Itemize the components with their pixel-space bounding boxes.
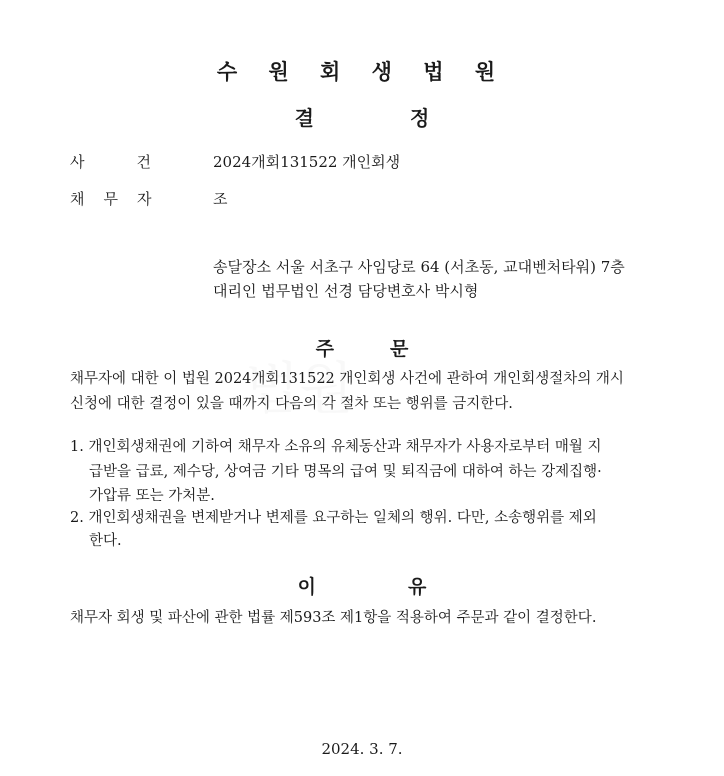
court-name: 수 원 회 생 법 원 <box>216 60 508 84</box>
document-type <box>0 102 724 131</box>
document-type-left: 결 <box>294 106 314 130</box>
order-item-2-line-1: 2. 개인회생채권을 변제받거나 변제를 요구하는 일체의 행위. 다만, 소송행위를 제외 <box>70 510 597 526</box>
order-item-1-line-1: 1. 개인회생채권에 기하여 채무자 소유의 유체동산과 채무자가 사용자로부터 매월 지 <box>70 439 602 455</box>
reason-heading <box>0 572 724 599</box>
attorney: 대리인 법무법인 선경 담당변호사 박시형 <box>213 282 479 300</box>
debtor-label: 채무자 <box>70 190 171 208</box>
decision-date: 2024. 3. 7. <box>321 740 403 758</box>
order-heading-left: 주 <box>315 338 334 360</box>
order-intro-line-2: 신청에 대한 결정이 있을 때까지 다음의 각 절차 또는 행위를 금지한다. <box>70 396 513 412</box>
service-address: 송달장소 서울 서초구 사임당로 64 (서초동, 교대벤처타워) 7층 <box>213 258 625 276</box>
reason-text: 채무자 회생 및 파산에 관한 법률 제593조 제1항을 적용하여 주문과 같이 결정한다. <box>70 610 597 626</box>
court-seal-watermark: 법원 <box>245 357 354 422</box>
case-label: 사 건 <box>70 153 151 171</box>
order-heading-right: 문 <box>390 338 409 360</box>
order-item-1-line-2: 급받을 급료, 제수당, 상여금 기타 명목의 급여 및 퇴직금에 대하여 하는 강제집행· <box>89 464 602 480</box>
reason-heading-right: 유 <box>408 576 427 598</box>
reason-heading-left: 이 <box>297 576 316 598</box>
document-type-right: 정 <box>410 106 430 130</box>
order-item-2-line-2: 한다. <box>89 533 122 549</box>
order-item-1-line-3: 가압류 또는 가처분. <box>89 488 215 504</box>
case-number: 2024개회131522 개인회생 <box>213 153 401 171</box>
debtor-name: 조 <box>213 190 228 208</box>
order-heading <box>0 334 724 361</box>
order-intro-line-1: 채무자에 대한 이 법원 2024개회131522 개인회생 사건에 관하여 개인회생절차의 개시 <box>70 371 624 387</box>
